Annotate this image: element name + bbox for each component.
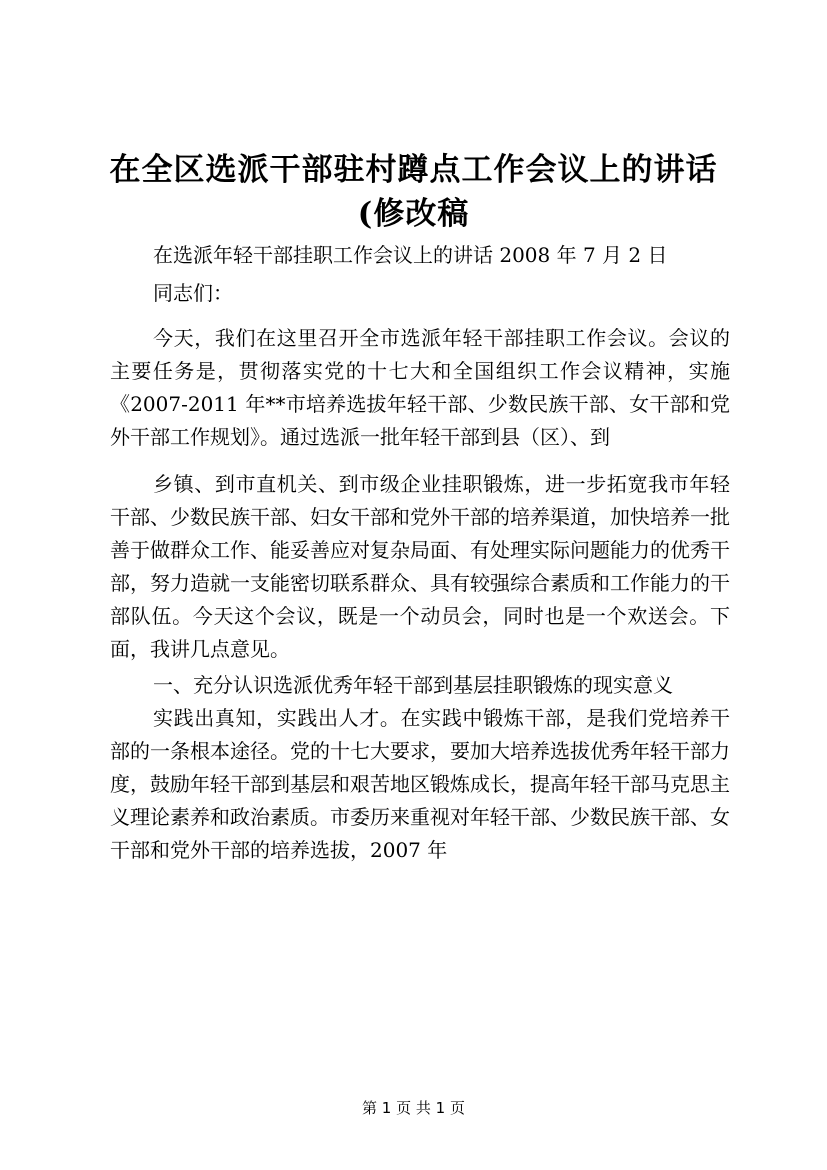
salutation: 同志们： (153, 281, 233, 305)
section-heading-1: 一、充分认识选派优秀年轻干部到基层挂职锻炼的现实意义 (153, 673, 673, 697)
paragraph-2: 乡镇、到市直机关、到市级企业挂职锻炼，进一步拓宽我市年轻干部、少数民族干部、妇女干部和党外干部的培养渠道，加快培养一批善于做群众工作、能妥善应对复杂局面、有处理实际问题能力的优秀干部，努力造就一支能密切联系群众、具有较强综合素质和工作能力的干部队伍。今天这个会议，既是一个动员会，同时也是一个欢送会。下面，我讲几点意见。 (110, 472, 730, 661)
document-title-line-1: 在全区选派干部驻村蹲点工作会议上的讲话 (109, 152, 718, 188)
page-footer: 第 1 页 共 1 页 (362, 1099, 465, 1117)
paragraph-1: 今天，我们在这里召开全市选派年轻干部挂职工作会议。会议的主要任务是，贯彻落实党的十七大和全国组织工作会议精神，实施《2007-2011 年**市培养选拔年轻干部、少数民族干部、女干部和党外干部工作规划》。通过选派一批年轻干部到县（区）、到 (110, 326, 730, 449)
document-body (110, 240, 730, 867)
paragraph-3: 实践出真知，实践出人才。在实践中锻炼干部，是我们党培养干部的一条根本途径。党的十七大要求，要加大培养选拔优秀年轻干部力度，鼓励年轻干部到基层和艰苦地区锻炼成长，提高年轻干部马克思主义理论素养和政治素质。市委历来重视对年轻干部、少数民族干部、女干部和党外干部的培养选拔，2007 年 (110, 706, 730, 862)
speech-subtitle: 在选派年轻干部挂职工作会议上的讲话 2008 年 7 月 2 日 (153, 243, 668, 267)
document-title-line-2: (修改稿 (357, 196, 470, 232)
